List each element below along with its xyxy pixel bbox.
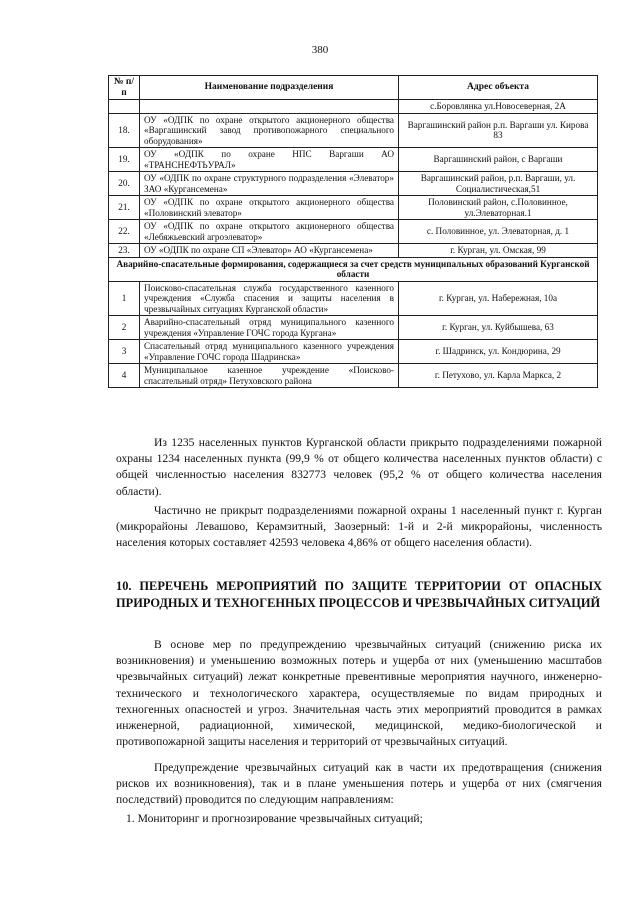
- row-address: г. Курган, ул. Набережная, 10а: [399, 281, 598, 316]
- table-section-row: [109, 257, 598, 281]
- row-num: 23.: [109, 244, 140, 258]
- table-row: [109, 316, 598, 340]
- table-row: [109, 172, 598, 196]
- header-num: № п/п: [109, 76, 140, 100]
- header-address: Адрес объекта: [399, 76, 598, 100]
- prevention-paragraph: Предупреждение чрезвычайных ситуаций как в части их предотвращения (снижения рисков их возникновения), так и в плане уменьшения потерь и ущерба от них (смягчения последствий) проводится по следующим направлениям:: [116, 761, 602, 807]
- row-address: г. Шадринск, ул. Кондюрина, 29: [399, 340, 598, 364]
- row-name: Поисково-спасательная служба государственного казенного учреждения «Служба спасения и защиты населения в чрезвычайных ситуациях Курганской области»: [140, 281, 399, 316]
- row-name: Аварийно-спасательный отряд муниципального казенного учреждения «Управление ГОЧС города Кургана»: [140, 316, 399, 340]
- continuation-address: с.Боровлянка ул.Новосеверная, 2А: [399, 100, 598, 114]
- row-name: ОУ «ОДПК по охране НПС Варгаши АО «ТРАНСНЕФТЬУРАЛ»: [140, 148, 399, 172]
- row-num: 19.: [109, 148, 140, 172]
- row-num: 3: [109, 340, 140, 364]
- page-number: 380: [311, 44, 329, 56]
- section-heading: 10. ПЕРЕЧЕНЬ МЕРОПРИЯТИЙ ПО ЗАЩИТЕ ТЕРРИТОРИИ ОТ ОПАСНЫХ ПРИРОДНЫХ И ТЕХНОГЕННЫХ ПРОЦЕССОВ И ЧРЕЗВЫЧАЙНЫХ СИТУАЦИЙ: [116, 579, 602, 610]
- row-name: Спасательный отряд муниципального казенного учреждения «Управление ГОЧС города Шадринска»: [140, 340, 399, 364]
- table-row: [109, 148, 598, 172]
- list-item: 1. Мониторинг и прогнозирование чрезвычайных ситуаций;: [126, 812, 423, 825]
- row-name: ОУ «ОДПК по охране структурного подразделения «Элеватор» ЗАО «Кургансемена»: [140, 172, 399, 196]
- table-row: [109, 364, 598, 388]
- header-name: Наименование подразделения: [140, 76, 399, 100]
- row-address: Варгашинский район, с Варгаши: [399, 148, 598, 172]
- table-row: [109, 113, 598, 148]
- table-row: [109, 196, 598, 220]
- row-address: г. Курган, ул. Куйбышева, 63: [399, 316, 598, 340]
- section-title: Аварийно-спасательные формирования, содержащиеся за счет средств муниципальных образований Курганской области: [109, 257, 598, 281]
- basis-paragraph: В основе мер по предупреждению чрезвычайных ситуаций (снижению риска их возникновения) и уменьшению возможных потерь и ущерба от них (уменьшению масштабов чрезвычайных ситуаций) лежат конкретные превентивные мероприятия научного, инженерно-технического и технологического характера, осуществляемые по видам природных и техногенных опасностей и угроз. Значительная часть этих мероприятий проводится в рамках инженерной, радиационной, химической, медицинской, медико-биологической и противопожарной защиты населения и территорий от чрезвычайных ситуаций.: [116, 638, 602, 749]
- row-num: 1: [109, 281, 140, 316]
- table-row: [109, 100, 598, 114]
- coverage-paragraph: Из 1235 населенных пунктов Курганской области прикрыто подразделениями пожарной охраны 1234 населенных пункта (99,9 % от общего количества населенных пунктов области) с общей численностью населения 832773 человек (95,2 % от общего количества населения области).: [116, 436, 602, 498]
- table-row: [109, 340, 598, 364]
- row-address: г. Курган, ул. Омская, 99: [399, 244, 598, 258]
- partial-coverage-paragraph: Частично не прикрыт подразделениями пожарной охраны 1 населенный пункт г. Курган (микрорайоны Левашово, Керамзитный, Заозерный: 1-й и 2-й микрорайоны, численность населения которых составляет 42593 человека 4,86% от общего населения области).: [116, 504, 602, 550]
- fire-units-table: [108, 75, 598, 388]
- row-address: Половинский район, с.Половинное, ул.Элеваторная.1: [399, 196, 598, 220]
- row-num: 18.: [109, 113, 140, 148]
- row-name: ОУ «ОДПК по охране открытого акционерного общества «Лебяжьевский агроэлеватор»: [140, 220, 399, 244]
- row-num: 21.: [109, 196, 140, 220]
- row-num: 2: [109, 316, 140, 340]
- row-address: Варгашинский район, р.п. Варгаши, ул. Социалистическая,51: [399, 172, 598, 196]
- row-name: ОУ «ОДПК по охране открытого акционерного общества «Варгашинский завод противопожарного специального оборудования»: [140, 113, 399, 148]
- table-row: [109, 220, 598, 244]
- table-header-row: [109, 76, 598, 100]
- row-name: ОУ «ОДПК по охране открытого акционерного общества «Половинский элеватор»: [140, 196, 399, 220]
- row-name: ОУ «ОДПК по охране СП «Элеватор» АО «Кургансемена»: [140, 244, 399, 258]
- row-num: 20.: [109, 172, 140, 196]
- table-row: [109, 244, 598, 258]
- row-num: 4: [109, 364, 140, 388]
- row-address: г. Петухово, ул. Карла Маркса, 2: [399, 364, 598, 388]
- row-num: 22.: [109, 220, 140, 244]
- row-address: Варгашинский район р.п. Варгаши ул. Кирова 83: [399, 113, 598, 148]
- row-address: с. Половинное, ул. Элеваторная, д. 1: [399, 220, 598, 244]
- table-row: [109, 281, 598, 316]
- row-name: Муниципальное казенное учреждение «Поисково-спасательный отряд» Петуховского района: [140, 364, 399, 388]
